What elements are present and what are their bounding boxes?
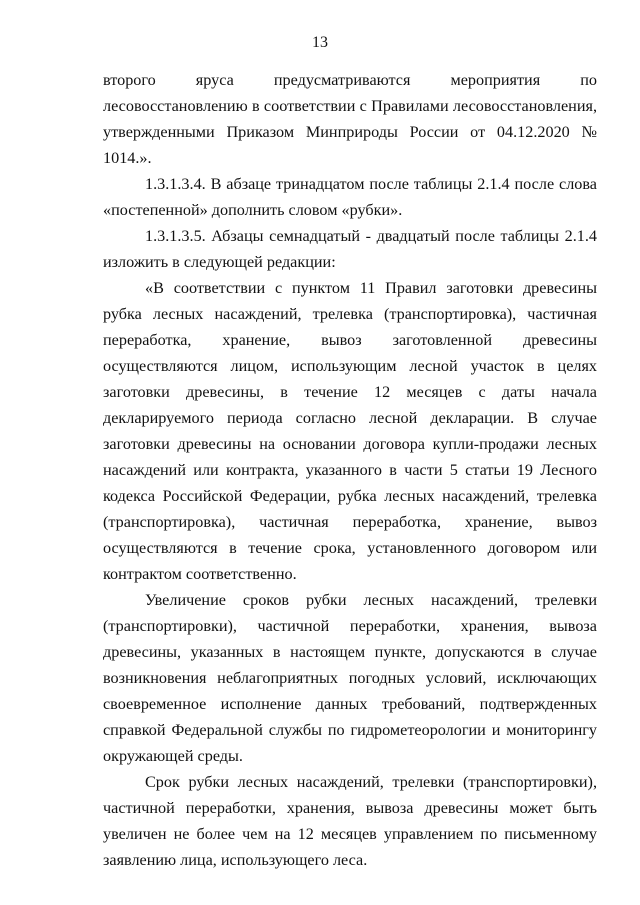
paragraph-item-1-3-1-3-4: 1.3.1.3.4. В абзаце тринадцатом после таблицы 2.1.4 после слова «постепенной» дополнить словом «рубки». xyxy=(103,175,597,219)
paragraph-item-1-3-1-3-5: 1.3.1.3.5. Абзацы семнадцатый - двадцатый после таблицы 2.1.4 изложить в следующей редакции: xyxy=(103,227,597,271)
page-number: 13 xyxy=(312,34,328,51)
document-body xyxy=(103,67,597,873)
paragraph-quoted-1: «В соответствии с пунктом 11 Правил заготовки древесины рубка лесных насаждений, трелевка (транспортировка), частичная переработка, хранение, вывоз заготовленной древесины осуществляются лицом, использующим лесной участок в целях заготовки древесины, в течение 12 месяцев с даты начала декларируемого периода согласно лесной декларации. В случае заготовки древесины на основании договора купли-продажи лесных насаждений или контракта, указанного в части 5 статьи 19 Лесного кодекса Российской Федерации, рубка лесных насаждений, трелевка (транспортировка), частичная переработка, хранение, вывоз осуществляются в течение срока, установленного договором или контрактом соответственно. xyxy=(103,279,597,583)
paragraph-quoted-3: Срок рубки лесных насаждений, трелевки (транспортировки), частичной переработки, хранения, вывоза древесины может быть увеличен не более чем на 12 месяцев управлением по письменному заявлению лица, использующего леса. xyxy=(103,773,597,869)
paragraph-quoted-2: Увеличение сроков рубки лесных насаждений, трелевки (транспортировки), частичной переработки, хранения, вывоза древесины, указанных в настоящем пункте, допускаются в случае возникновения неблагоприятных погодных условий, исключающих своевременное исполнение данных требований, подтвержденных справкой Федеральной службы по гидрометеорологии и мониторингу окружающей среды. xyxy=(103,591,597,765)
paragraph-continuation: второго яруса предусматриваются мероприятия по лесовосстановлению в соответствии с Правилами лесовосстановления, утвержденными Приказом Минприроды России от 04.12.2020 № 1014.». xyxy=(103,71,597,167)
